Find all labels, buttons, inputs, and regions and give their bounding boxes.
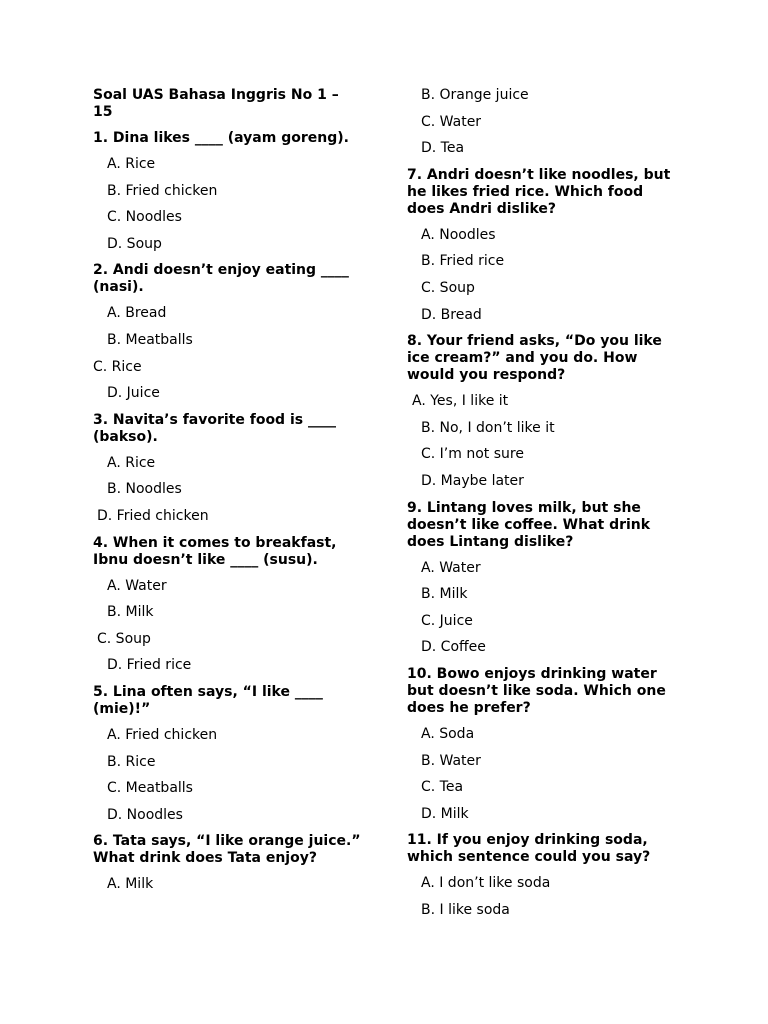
- answer-option: A. Water: [107, 577, 167, 594]
- question-text: 4. When it comes to breakfast, Ibnu doesn’t like ____ (susu).: [93, 534, 337, 568]
- answer-option: A. Fried chicken: [107, 726, 218, 743]
- answer-option: B. Meatballs: [107, 331, 193, 348]
- question-text: 5. Lina often says, “I like ____ (mie)!”: [93, 683, 323, 717]
- question-text: 6. Tata says, “I like orange juice.” What drink does Tata enjoy?: [93, 833, 361, 867]
- answer-option: D. Coffee: [421, 639, 486, 656]
- answer-option: C. Noodles: [107, 209, 182, 226]
- right-column: [407, 87, 675, 928]
- question-text: 3. Navita’s favorite food is ____ (bakso).: [93, 411, 336, 445]
- answer-option: A. Bread: [107, 305, 167, 322]
- answer-option: A. I don’t like soda: [421, 875, 551, 892]
- answer-option: A. Yes, I like it: [412, 393, 509, 410]
- question-text: 2. Andi doesn’t enjoy eating ____ (nasi).: [93, 262, 349, 296]
- answer-option: A. Rice: [107, 454, 156, 471]
- answer-option: B. Rice: [107, 753, 156, 770]
- question-text: 1. Dina likes ____ (ayam goreng).: [93, 130, 349, 146]
- answer-option: B. Noodles: [107, 481, 182, 498]
- answer-option: D. Juice: [107, 385, 160, 402]
- answer-option: B. Milk: [107, 604, 154, 621]
- answer-option: C. Rice: [93, 358, 142, 375]
- answer-option: A. Milk: [107, 876, 154, 893]
- left-column: [93, 87, 361, 903]
- answer-option: B. No, I don’t like it: [421, 419, 555, 436]
- answer-option: C. Tea: [421, 779, 464, 796]
- answer-option: B. Orange juice: [421, 87, 529, 103]
- answer-option: C. Soup: [421, 279, 475, 296]
- answer-option: C. Soup: [97, 630, 151, 647]
- answer-option: D. Bread: [421, 306, 482, 323]
- question-text: 9. Lintang loves milk, but she doesn’t like coffee. What drink does Lintang dislike?: [407, 499, 651, 550]
- answer-option: B. Fried chicken: [107, 182, 218, 199]
- answer-option: A. Water: [421, 559, 481, 576]
- answer-option: B. Water: [421, 752, 481, 769]
- answer-option: C. Meatballs: [107, 780, 193, 797]
- question-text: 11. If you enjoy drinking soda, which sentence could you say?: [407, 832, 651, 866]
- answer-option: D. Fried chicken: [97, 507, 209, 524]
- answer-option: B. Milk: [421, 586, 468, 603]
- answer-option: C. Juice: [421, 612, 473, 629]
- document-title: Soal UAS Bahasa Inggris No 1 – 15: [93, 87, 339, 120]
- answer-option: D. Tea: [421, 140, 465, 157]
- answer-option: C. Water: [421, 113, 482, 130]
- question-text: 10. Bowo enjoys drinking water but doesn’t like soda. Which one does he prefer?: [407, 665, 666, 716]
- answer-option: C. I’m not sure: [421, 446, 524, 463]
- answer-option: D. Soup: [107, 235, 162, 252]
- answer-option: A. Soda: [421, 725, 475, 742]
- answer-option: D. Fried rice: [107, 657, 192, 674]
- answer-option: B. Fried rice: [421, 253, 505, 270]
- question-text: 7. Andri doesn’t like noodles, but he likes fried rice. Which food does Andri dislike?: [407, 166, 671, 217]
- answer-option: B. I like soda: [421, 901, 510, 918]
- answer-option: D. Milk: [421, 805, 469, 822]
- answer-option: D. Noodles: [107, 806, 183, 823]
- answer-option: A. Rice: [107, 156, 156, 172]
- answer-option: A. Noodles: [421, 226, 496, 243]
- question-text: 8. Your friend asks, “Do you like ice cream?” and you do. How would you respond?: [407, 333, 662, 384]
- answer-option: D. Maybe later: [421, 472, 524, 489]
